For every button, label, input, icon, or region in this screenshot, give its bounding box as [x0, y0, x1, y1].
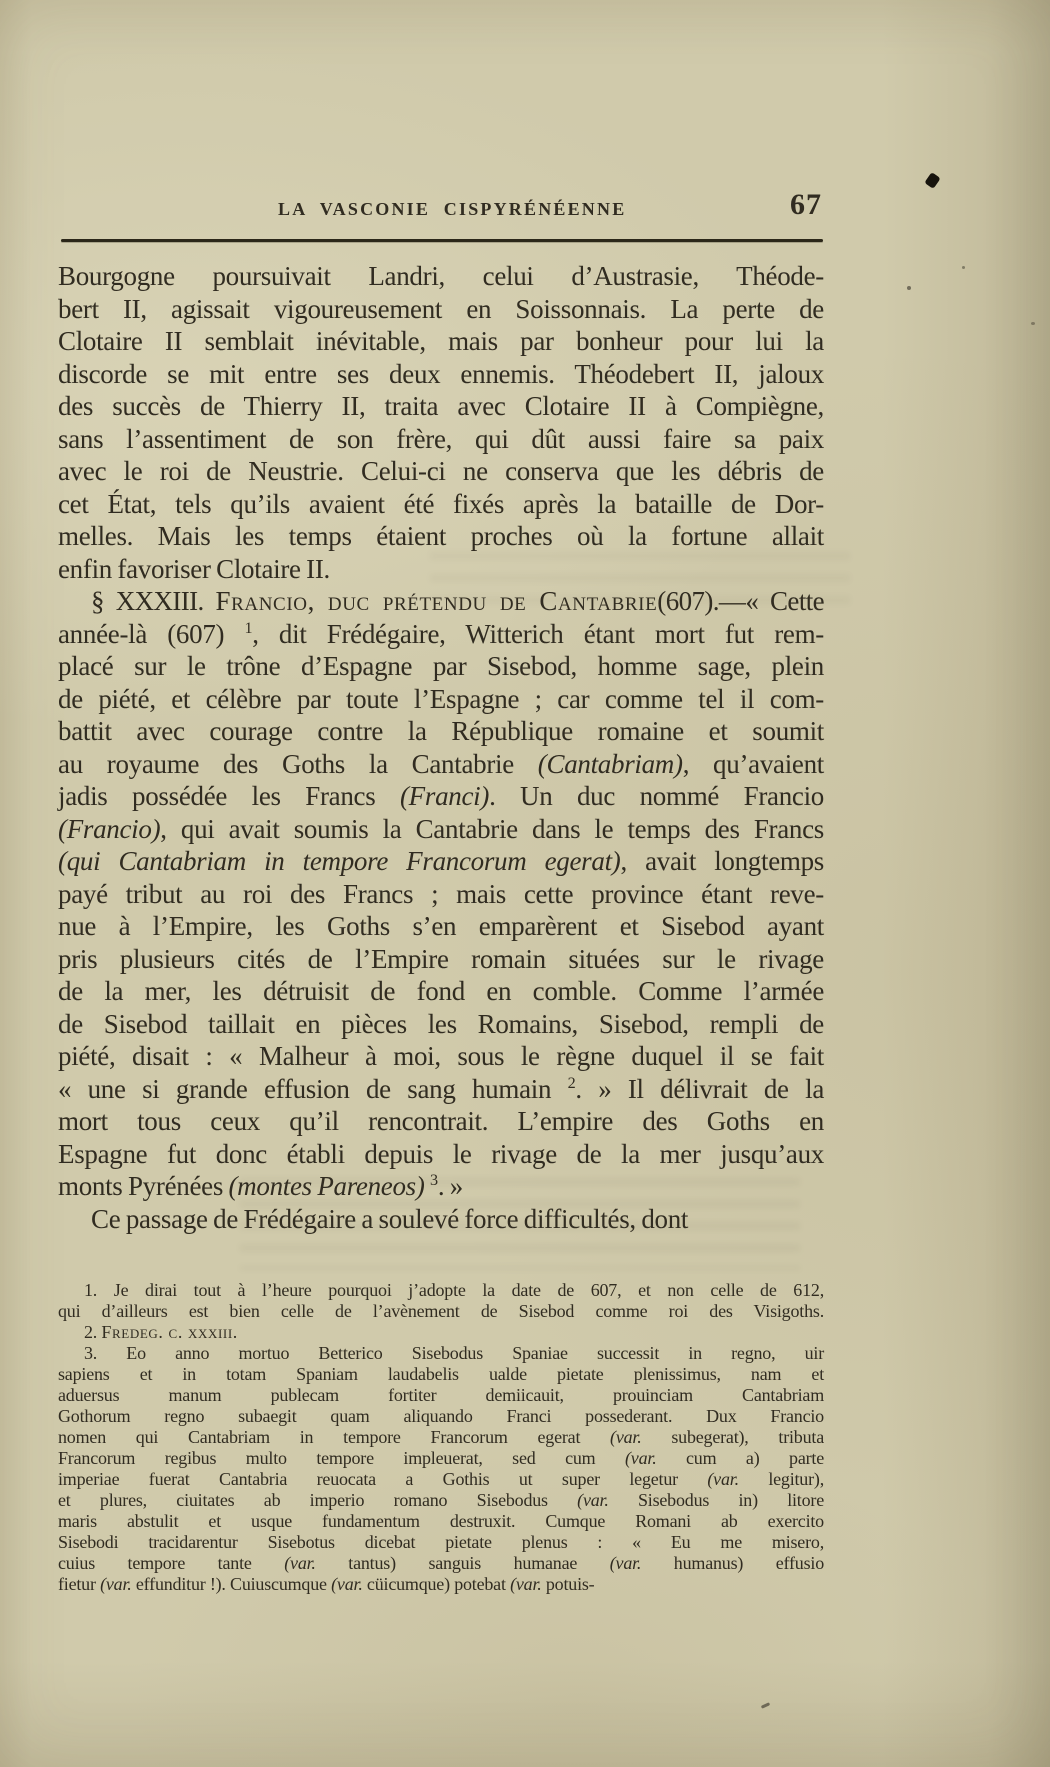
footnote-line: 1. Je dirai tout à l’heure pourquoi j’adopte la date de 607, et non celle de 612, [84, 1280, 824, 1300]
text-line: des succès de Thierry II, traita avec Clotaire II à Compiègne, [58, 391, 824, 421]
footnote-line: aduersus manum publecam fortiter demiicauit, prouinciam Cantabriam [58, 1385, 824, 1405]
ink-speck [761, 1702, 770, 1709]
ink-speck [924, 172, 940, 189]
footnote-line: 2. Fredeg. c. xxxiii. [84, 1322, 238, 1342]
text-line: nue à l’Empire, les Goths s’en emparèrent et Sisebod ayant [58, 911, 824, 941]
ink-speck [962, 266, 965, 269]
footnote-line: nomen qui Cantabriam in tempore Francorum egerat (var. subegerat), tributa [58, 1427, 824, 1447]
text-line: sans l’assentiment de son frère, qui dût aussi faire sa paix [58, 423, 824, 454]
text-line: mort tous ceux qu’il rencontrait. L’empire des Goths en [58, 1106, 824, 1136]
text-line: de la mer, les détruisit de fond en comble. Comme l’armée [58, 976, 824, 1006]
footnote-line: Francorum regibus multo tempore impleuerat, sed cum (var. cum a) parte [58, 1448, 824, 1468]
text-line: Ce passage de Frédégaire a soulevé force difficultés, dont [91, 1203, 689, 1234]
text-line: § XXXIII. Francio, duc prétendu de Cantabrie(607).—« Cette [91, 586, 825, 616]
footnote-line: Sisebodi tracidarentur Sisebotus dicebat pietate plenus : « Eu me misero, [58, 1532, 824, 1552]
text-line: cet État, tels qu’ils avaient été fixés après la bataille de Dor- [58, 488, 824, 519]
footnote-line: et plures, ciuitates ab imperio romano Sisebodus (var. Sisebodus in) litore [58, 1490, 824, 1510]
ink-speck [907, 286, 911, 290]
text-line: Espagne fut donc établi depuis le rivage de la mer jusqu’aux [58, 1138, 824, 1169]
footnote-line: cuius tempore tante (var. tantus) sanguis humanae (var. humanus) effusio [58, 1553, 824, 1573]
text-line: jadis possédée les Francs (Franci). Un duc nommé Francio [58, 781, 824, 811]
text-line: Clotaire II semblait inévitable, mais par bonheur pour lui la [58, 326, 824, 356]
text-line: payé tribut au roi des Francs ; mais cette province étant reve- [58, 878, 824, 909]
text-line: pris plusieurs cités de l’Empire romain situées sur le rivage [58, 943, 824, 974]
running-title: LA VASCONIE CISPYRÉNÉENNE [278, 199, 627, 219]
footnote-line: sapiens et in totam Spaniam laudabelis ualde pietate plenissimus, nam et [58, 1364, 824, 1384]
text-line: année-là (607) $^1$, dit Frédégaire, Witterich étant mort fut rem- [58, 618, 824, 649]
text-line: enfin favoriser Clotaire II. [58, 553, 330, 584]
footnote-line: Gothorum regno subaegit quam aliquando Franci possederant. Dux Francio [58, 1406, 824, 1426]
footnote-line: maris abstulit et usque fundamentum destruxit. Cumque Romani ab exercito [58, 1511, 824, 1531]
footnote-line: fietur (var. effunditur !). Cuiuscumque (var. cüicumque) potebat (var. potuis- [58, 1574, 595, 1594]
text-line: Bourgogne poursuivait Landri, celui d’Austrasie, Théode- [58, 261, 824, 291]
text-line: battit avec courage contre la République romaine et soumit [58, 716, 824, 746]
text-line: discorde se mit entre ses deux ennemis. Théodebert II, jaloux [58, 358, 824, 389]
text-line: de piété, et célèbre par toute l’Espagne ; car comme tel il com- [58, 683, 824, 714]
footnotes [58, 1280, 824, 1595]
show-through-smudge [430, 552, 850, 618]
text-line: monts Pyrénées (montes Pareneos) $^3$. » [58, 1171, 463, 1201]
text-line: (Francio), qui avait soumis la Cantabrie dans le temps des Francs [58, 813, 824, 844]
text-line: melles. Mais les temps étaient proches où la fortune allait [58, 521, 824, 551]
text-line: (qui Cantabriam in tempore Francorum egerat), avait longtemps [58, 846, 824, 876]
text-line: piété, disait : « Malheur à moi, sous le règne duquel il se fait [58, 1041, 824, 1071]
text-line: « une si grande effusion de sang humain $^2$. » Il délivrait de la [58, 1073, 824, 1104]
main-text [58, 260, 824, 1235]
footnote-line: imperiae fuerat Cantabria reuocata a Gothis ut super legetur (var. legitur), [58, 1469, 824, 1489]
text-line: au royaume des Goths la Cantabrie (Cantabriam), qu’avaient [58, 748, 824, 779]
show-through-smudge [240, 1178, 800, 1270]
footnote-line: 3. Eo anno mortuo Betterico Sisebodus Spaniae successit in regno, uir [84, 1343, 824, 1363]
ink-speck [1031, 322, 1035, 325]
page-number: 67 [790, 188, 822, 221]
header-rule [61, 239, 823, 242]
text-line: bert II, agissait vigoureusement en Soissonnais. La perte de [58, 293, 824, 324]
text-line: placé sur le trône d’Espagne par Sisebod, homme sage, plein [58, 651, 824, 681]
text-line: de Sisebod taillait en pièces les Romains, Sisebod, rempli de [58, 1008, 824, 1039]
footnote-line: qui d’ailleurs est bien celle de l’avènement de Sisebod comme roi des Visigoths. [58, 1301, 824, 1321]
text-line: avec le roi de Neustrie. Celui-ci ne conserva que les débris de [58, 456, 824, 486]
